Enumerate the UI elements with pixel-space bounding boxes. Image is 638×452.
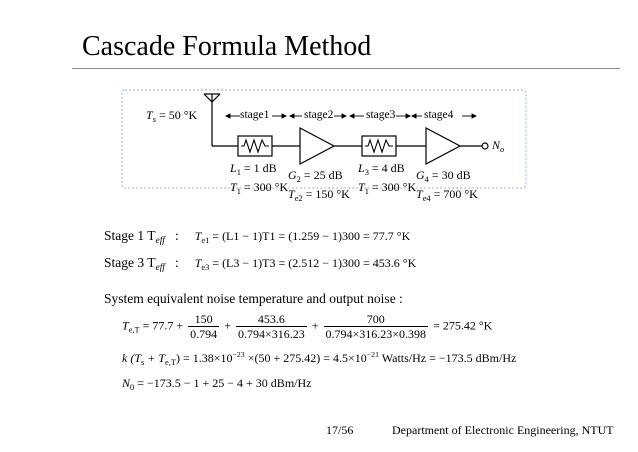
power-eq-rest2: ×(50 + 275.42) = 4.5×10 xyxy=(244,351,367,365)
output-sub: o xyxy=(500,145,505,154)
amplifier-4-icon xyxy=(426,128,460,164)
source-temp-symbol: T xyxy=(146,108,153,122)
amplifier-2-icon xyxy=(300,128,334,164)
cascade-diagram xyxy=(120,88,530,203)
plus-sign-1: + xyxy=(224,318,231,333)
stage1-eq-label-text: Stage 1 T xyxy=(104,228,156,243)
stage1-eq-rhs: = (L1 − 1)T1 = (1.259 − 1)300 = 77.7 °K xyxy=(212,229,411,243)
stage3-equation xyxy=(195,256,417,270)
output-node-icon xyxy=(482,143,488,149)
fraction-3-denominator: 0.794×316.23×0.398 xyxy=(325,327,427,341)
stage3-eq-lhs-sub: e3 xyxy=(201,263,210,272)
source-temp-sub: s xyxy=(152,115,156,124)
power-exp-1: −23 xyxy=(232,350,245,359)
stage2-temp-sub: e2 xyxy=(294,194,303,203)
stage1-eq-row xyxy=(104,227,410,246)
stage2-gain-symbol: G xyxy=(288,168,297,182)
fraction-1 xyxy=(188,312,219,341)
fraction-1-denominator: 0.794 xyxy=(190,327,218,341)
fraction-2 xyxy=(236,312,307,341)
output-noise-lhs: N xyxy=(122,376,131,390)
fraction-2-numerator: 453.6 xyxy=(236,312,307,327)
fraction-3-numerator: 700 xyxy=(324,312,429,327)
stage1-loss-sub: 1 xyxy=(236,168,241,177)
slide-title: Cascade Formula Method xyxy=(82,31,372,62)
stage3-eq-row xyxy=(104,254,416,273)
system-temp-equation xyxy=(122,312,492,341)
stage3-eq-label xyxy=(104,255,165,273)
output-noise-lhs-sub: 0 xyxy=(130,383,135,392)
stage4-label: stage4 xyxy=(424,109,454,121)
stage2-gain-sub: 2 xyxy=(296,175,301,184)
stage3-temp-symbol: T xyxy=(358,180,365,194)
stage4-temp-value: = 700 °K xyxy=(433,187,478,201)
stage2-params xyxy=(288,168,350,206)
stage2-gain-value: = 25 dB xyxy=(303,168,343,182)
system-temp-result: = 275.42 °K xyxy=(433,318,493,333)
stage1-label: stage1 xyxy=(240,109,270,121)
output-noise-label xyxy=(492,138,504,154)
stage1-eq-label-sub: eff xyxy=(155,236,165,246)
stage2-temp-symbol: T xyxy=(288,187,295,201)
stage1-temp-sub: 1 xyxy=(236,187,241,196)
stage4-params xyxy=(416,168,478,206)
system-heading: System equivalent noise temperature and output noise : xyxy=(104,291,403,306)
stage1-temp-value: = 300 °K xyxy=(243,180,289,194)
attenuator-3-icon xyxy=(362,136,396,156)
stage1-eq-lhs: T xyxy=(194,229,202,243)
stage3-eq-colon: : xyxy=(174,255,179,270)
stage1-temp-symbol: T xyxy=(230,180,237,194)
stage4-gain-value: = 30 dB xyxy=(431,168,471,182)
attenuator-1-icon xyxy=(238,136,272,156)
power-exp-2: −21 xyxy=(366,350,379,359)
fraction-1-numerator: 150 xyxy=(188,312,219,327)
stage3-loss-symbol: L xyxy=(358,161,365,175)
stage3-eq-rhs: = (L3 − 1)T3 = (2.512 − 1)300 = 453.6 °K xyxy=(212,256,417,270)
antenna-icon xyxy=(204,94,220,146)
power-eq-mid: + T xyxy=(144,351,166,365)
system-temp-lhs-sub: e,T xyxy=(128,325,140,335)
power-eq-sub-et: e,T xyxy=(165,358,176,367)
source-temp-value: = 50 °K xyxy=(158,108,198,122)
stage3-label: stage3 xyxy=(366,109,396,121)
system-temp-lhs: T xyxy=(122,318,129,333)
stage3-loss-value: = 4 dB xyxy=(371,161,405,175)
department-footer: Department of Electronic Engineering, NTUT xyxy=(392,423,614,437)
stage3-eq-lhs: T xyxy=(194,256,202,270)
stage4-gain-symbol: G xyxy=(416,168,425,182)
stage1-params xyxy=(230,161,288,199)
system-temp-first-term: = 77.7 + xyxy=(142,318,184,333)
power-eq-unit: Watts/Hz = −173.5 dBm/Hz xyxy=(378,351,517,365)
stage3-temp-sub: 1 xyxy=(364,187,369,196)
stage1-eq-lhs-sub: e1 xyxy=(201,236,210,245)
stage1-eq-colon: : xyxy=(174,228,179,243)
page-number: 17/56 xyxy=(326,423,354,437)
stage4-temp-sub: e4 xyxy=(422,194,431,203)
stage1-equation xyxy=(195,229,411,243)
power-eq-rest: ) = 1.38×10 xyxy=(175,351,233,365)
power-eq-sub-s: s xyxy=(141,358,145,367)
power-eq-start: k (T xyxy=(122,351,141,365)
noise-power-equation xyxy=(122,350,516,367)
source-temperature xyxy=(146,108,197,124)
plus-sign-2: + xyxy=(311,318,319,333)
stage1-loss-value: = 1 dB xyxy=(243,161,277,175)
fraction-2-denominator: 0.794×316.23 xyxy=(237,327,305,341)
fraction-3 xyxy=(324,312,429,341)
output-symbol: N xyxy=(492,138,501,152)
stage3-params xyxy=(358,161,416,199)
stage2-label: stage2 xyxy=(304,109,334,121)
stage2-temp-value: = 150 °K xyxy=(305,187,350,201)
title-underline xyxy=(72,68,620,69)
stage1-loss-symbol: L xyxy=(230,161,237,175)
stage3-eq-label-sub: eff xyxy=(155,263,165,273)
stage1-eq-label xyxy=(104,228,165,246)
stage3-eq-label-text: Stage 3 T xyxy=(104,255,156,270)
stage3-temp-value: = 300 °K xyxy=(371,180,417,194)
stage4-gain-sub: 4 xyxy=(424,175,429,184)
output-noise-equation xyxy=(122,376,311,392)
output-noise-rhs: = −173.5 − 1 + 25 − 4 + 30 dBm/Hz xyxy=(137,376,312,390)
stage3-loss-sub: 3 xyxy=(364,168,369,177)
stage4-temp-symbol: T xyxy=(416,187,423,201)
